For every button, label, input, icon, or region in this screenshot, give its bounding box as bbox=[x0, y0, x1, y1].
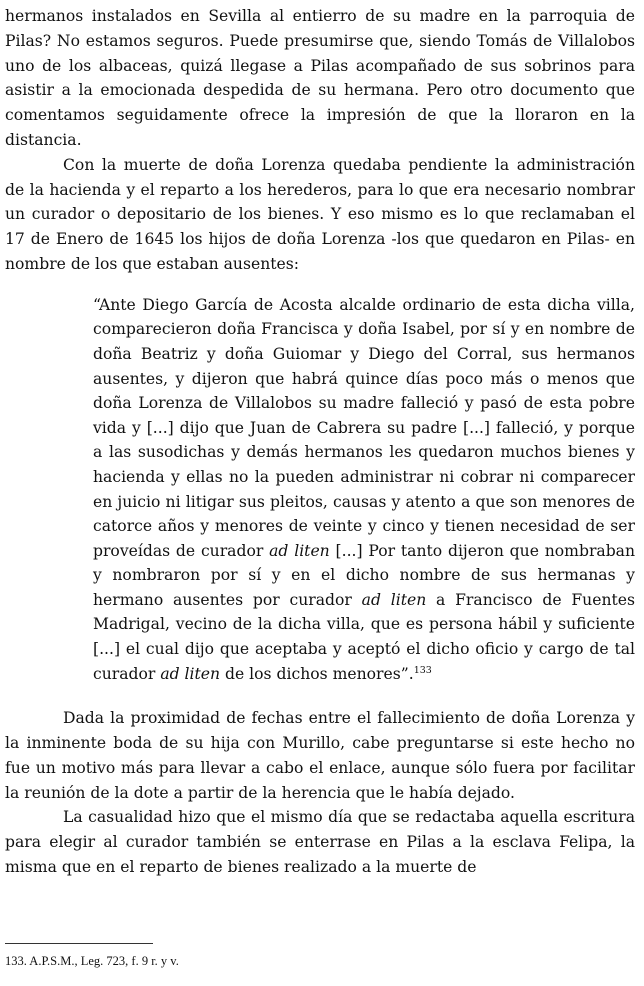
paragraph-1: hermanos instalados en Sevilla al entierro de su madre en la parroquia de Pilas? No estamos seguros. Puede presumirse que, siendo Tomás de Villalobos uno de los albaceas, quizá llegase a Pilas acompañado de sus sobrinos para asistir a la emocionada despedida de su hermana. Pero otro documento que comentamos seguidamente ofrece la impresión de que la lloraron en la distancia. bbox=[5, 7, 635, 149]
quote-italic-3: ad liten bbox=[160, 664, 221, 683]
paragraph-3: Dada la proximidad de fechas entre el fallecimiento de doña Lorenza y la inminente boda de su hija con Murillo, cabe preguntarse si este hecho no fue un motivo más para llevar a cabo el enlace, aunque sólo fuera por facilitar la reunión de la dote a partir de la herencia que le había dejado. bbox=[5, 709, 635, 802]
body-text bbox=[5, 4, 635, 880]
footnote-reference: 133 bbox=[413, 664, 432, 676]
quote-italic-1: ad liten bbox=[269, 541, 330, 560]
quote-text-4: de los dichos menores”. bbox=[220, 664, 414, 683]
block-quote bbox=[93, 293, 635, 687]
quote-text-1: “Ante Diego García de Acosta alcalde ordinario de esta dicha villa, comparecieron doña Francisca y doña Isabel, por sí y en nombre de doña Beatriz y doña Guiomar y Diego del Corral, sus hermanos ausentes, y dijeron que habrá quince días poco más o menos que doña Lorenza de Villalobos su madre falleció y pasó de esta pobre vida y [...] dijo que Juan de Cabrera su padre [...] falleció, y porque a las susodichas y demás hermanos les quedaron muchos bienes y hacienda y ellas no la pueden administrar ni cobrar ni comparecer en juicio ni litigar sus pleitos, causas y atento a que son menores de catorce años y menores de veinte y cinco y tienen necesidad de ser proveídas de curador bbox=[93, 295, 635, 560]
quote-italic-2: ad liten bbox=[361, 590, 427, 609]
footnote-133: 133. A.P.S.M., Leg. 723, f. 9 r. y v. bbox=[5, 954, 179, 968]
paragraph-2: Con la muerte de doña Lorenza quedaba pendiente la administración de la hacienda y el reparto a los herederos, para lo que era necesario nombrar un curador o depositario de los bienes. Y eso mismo es lo que reclamaban el 17 de Enero de 1645 los hijos de doña Lorenza -los que quedaron en Pilas- en nombre de los que estaban ausentes: bbox=[5, 155, 635, 273]
paragraph-4: La casualidad hizo que el mismo día que se redactaba aquella escritura para elegir al curador también se enterrase en Pilas a la esclava Felipa, la misma que en el reparto de bienes realizado a la muerte de bbox=[5, 808, 635, 877]
quote-text-3: a Francisco de Fuentes Madrigal, vecino de la dicha villa, que es persona hábil y suficiente [...] el cual dijo que aceptaba y aceptó el dicho oficio y cargo de tal curador bbox=[93, 590, 635, 683]
quote-text-2: [...] Por tanto dijeron que nombraban y nombraron por sí y en el dicho nombre de sus hermanas y hermano ausentes por curador bbox=[93, 541, 636, 609]
footnote-divider bbox=[5, 943, 153, 944]
